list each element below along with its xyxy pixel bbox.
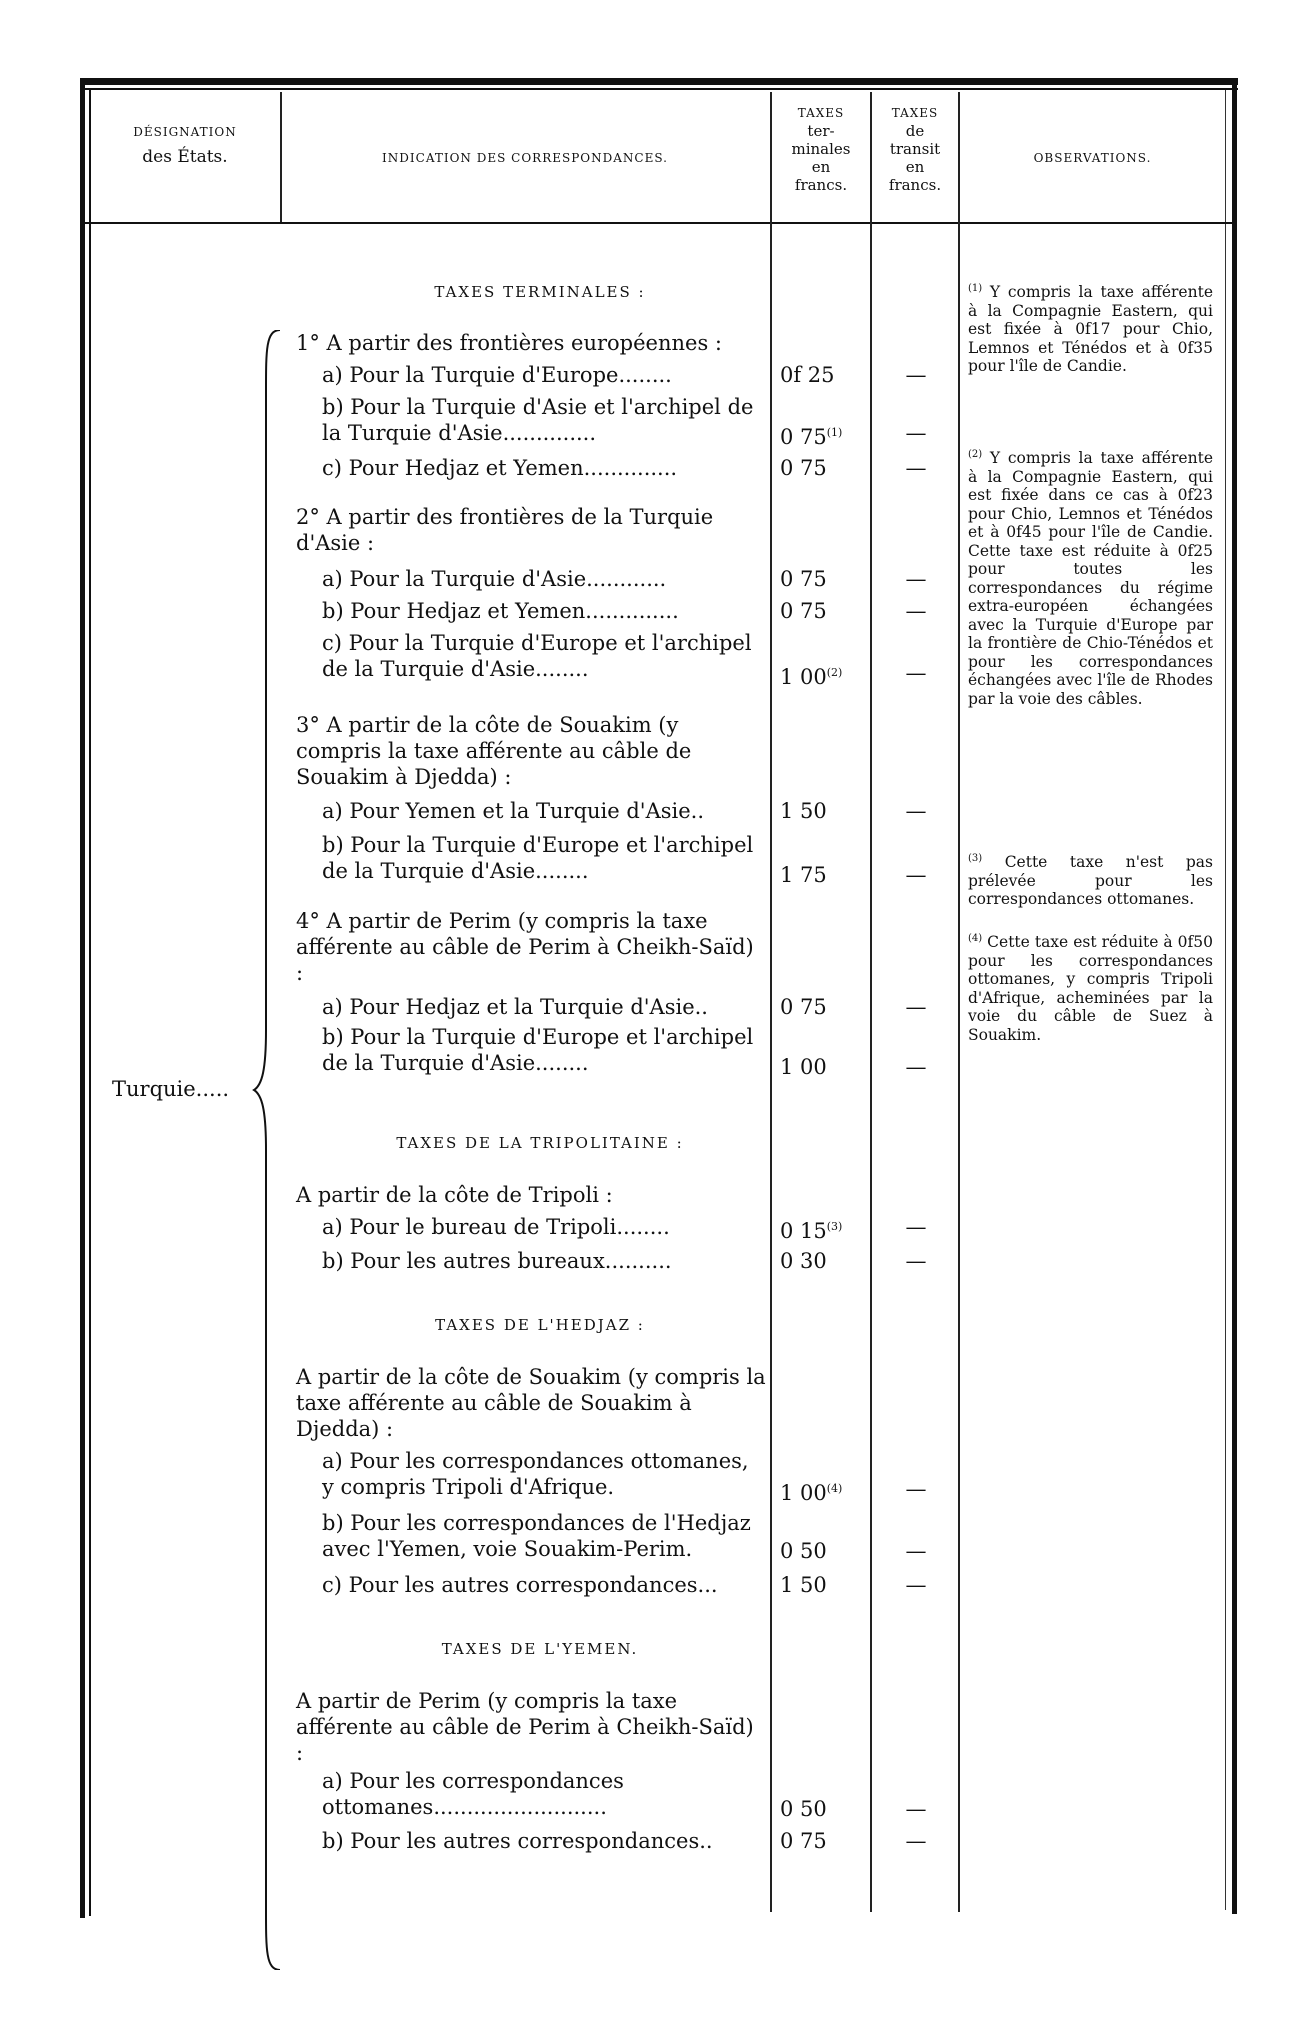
- column-divider: [280, 92, 282, 222]
- header-observations: OBSERVATIONS.: [1033, 151, 1152, 165]
- column-divider: [958, 92, 960, 1912]
- transit-tax-dash: —: [905, 1215, 927, 1239]
- entry-item: c) Pour la Turquie d'Europe et l'archipel de la Turquie d'Asie........: [322, 631, 752, 681]
- entry-item: a) Pour Yemen et la Turquie d'Asie..: [322, 799, 705, 823]
- entry-item: c) Pour les autres correspondances...: [322, 1573, 718, 1597]
- footnote-ref: (4): [826, 1482, 843, 1495]
- header-terminal-line: ter-: [807, 122, 835, 140]
- entry-item: b) Pour les autres correspondances..: [322, 1829, 713, 1853]
- observation-note-3: [968, 850, 1213, 909]
- transit-tax-dash: —: [905, 421, 927, 445]
- header-rule: [85, 222, 1235, 224]
- entry-item: a) Pour la Turquie d'Europe........: [322, 363, 672, 387]
- entry-item: a) Pour le bureau de Tripoli........: [322, 1215, 670, 1239]
- header-transit-line: en: [905, 158, 925, 176]
- terminal-tax-value: 0 75: [780, 1829, 827, 1853]
- header-transit-line: francs.: [888, 176, 942, 194]
- header-indication: INDICATION DES CORRESPONDANCES.: [382, 151, 668, 165]
- terminal-tax-value: 0f 25: [780, 363, 835, 387]
- header-transit-taxes: [872, 104, 958, 194]
- transit-tax-dash: —: [905, 863, 927, 887]
- entry-item: a) Pour les correspondances ottomanes, y compris Tripoli d'Afrique.: [322, 1449, 749, 1499]
- footnote-text: Y compris la taxe afférente à la Compagnie Eastern, qui est fixée dans ce cas à 0f23 pour Chio, Lemnos et Ténédos et à 0f45 pour l'île de Candie. Cette taxe est réduite à 0f25 pour toutes les correspondances du régime extra-européen échangées avec la Turquie d'Europe par la frontière de Chio-Ténédos et pour les correspondances échangées avec l'île de Rhodes par la voie des câbles.: [968, 449, 1213, 708]
- transit-tax-dash: —: [905, 1797, 927, 1821]
- header-transit-line: TAXES: [891, 106, 939, 120]
- section-hedjaz: TAXES DE L'HEDJAZ :: [435, 1316, 645, 1334]
- tax-amount: 0 15: [780, 1219, 827, 1243]
- footnote-mark: (4): [968, 933, 983, 944]
- transit-tax-dash: —: [905, 599, 927, 623]
- terminal-tax-value: 1 50: [780, 1573, 827, 1597]
- observation-note-4: [968, 930, 1213, 1044]
- tax-amount: 1 00: [780, 1481, 827, 1505]
- entry-item: a) Pour les correspondances ottomanes..........................: [322, 1769, 624, 1819]
- footnote-mark: (2): [968, 449, 983, 460]
- terminal-tax-value: 0 75: [780, 599, 827, 623]
- entry-item: b) Pour la Turquie d'Asie et l'archipel de la Turquie d'Asie..............: [322, 395, 754, 445]
- left-rule: [80, 78, 85, 1918]
- entry-item: b) Pour les correspondances de l'Hedjaz avec l'Yemen, voie Souakim-Perim.: [322, 1511, 751, 1561]
- tax-amount: 1 00: [780, 665, 827, 689]
- top-rule: [80, 78, 1238, 85]
- entry-souakim-coast: A partir de la côte de Souakim (y compris la taxe afférente au câble de Souakim à Djedda) :: [296, 1365, 766, 1441]
- entry-item: b) Pour Hedjaz et Yemen..............: [322, 599, 679, 623]
- terminal-tax-value: 0 30: [780, 1249, 827, 1273]
- footnote-text: Y compris la taxe afférente à la Compagnie Eastern, qui est fixée à 0f17 pour Chio, Lemnos et Ténédos et à 0f35 pour l'île de Candie.: [968, 283, 1213, 376]
- header-terminal-line: TAXES: [797, 106, 845, 120]
- terminal-tax-value: [780, 1476, 872, 1506]
- right-rule-inner: [1225, 90, 1226, 1910]
- transit-tax-dash: —: [905, 456, 927, 480]
- terminal-tax-value: 1 50: [780, 799, 827, 823]
- entry-item: b) Pour les autres bureaux..........: [322, 1249, 672, 1273]
- entry-item: b) Pour la Turquie d'Europe et l'archipel de la Turquie d'Asie........: [322, 833, 754, 883]
- section-tripolitaine: TAXES DE LA TRIPOLITAINE :: [396, 1134, 684, 1152]
- left-rule-inner: [89, 90, 91, 1916]
- entry-item: a) Pour la Turquie d'Asie............: [322, 567, 667, 591]
- transit-tax-dash: —: [905, 1829, 927, 1853]
- entry-asia-frontiers: 2° A partir des frontières de la Turquie d'Asie :: [296, 505, 714, 555]
- transit-tax-dash: —: [905, 1477, 927, 1501]
- entry-tripoli-coast: A partir de la côte de Tripoli :: [296, 1183, 613, 1207]
- right-rule: [1232, 78, 1237, 1914]
- grouping-brace: [252, 330, 282, 1970]
- header-terminal-line: francs.: [794, 176, 848, 194]
- transit-tax-dash: —: [905, 661, 927, 685]
- footnote-text: Cette taxe est réduite à 0f50 pour les correspondances ottomanes, y compris Tripoli d'Afrique, acheminées par la voie du câble de Suez à Souakim.: [968, 933, 1213, 1044]
- terminal-tax-value: 0 75: [780, 995, 827, 1019]
- header-designation: [100, 124, 270, 166]
- section-yemen: TAXES DE L'YEMEN.: [441, 1640, 639, 1658]
- header-terminal-line: en: [811, 158, 831, 176]
- header-transit-line: de: [905, 122, 925, 140]
- footnote-ref: (1): [826, 426, 843, 439]
- entry-perim: 4° A partir de Perim (y compris la taxe afférente au câble de Perim à Cheikh-Saïd) :: [296, 909, 754, 985]
- entry-item: a) Pour Hedjaz et la Turquie d'Asie..: [322, 995, 708, 1019]
- transit-tax-dash: —: [905, 1573, 927, 1597]
- header-transit-line: transit: [889, 140, 941, 158]
- terminal-tax-value: 0 50: [780, 1539, 827, 1563]
- transit-tax-dash: —: [905, 567, 927, 591]
- entry-souakim-coast: 3° A partir de la côte de Souakim (y compris la taxe afférente au câble de Souakim à Djedda) :: [296, 713, 692, 789]
- terminal-tax-value: [780, 660, 872, 690]
- section-terminal-taxes: TAXES TERMINALES :: [434, 283, 646, 301]
- entry-item: c) Pour Hedjaz et Yemen..............: [322, 456, 678, 480]
- observation-note-2: [968, 446, 1213, 708]
- footnote-mark: (3): [968, 853, 983, 864]
- header-terminal-taxes: [772, 104, 870, 194]
- header-terminal-line: minales: [791, 140, 851, 158]
- header-designation-line1: DÉSIGNATION: [133, 125, 237, 139]
- transit-tax-dash: —: [905, 1055, 927, 1079]
- terminal-tax-value: 0 50: [780, 1797, 827, 1821]
- entry-item: b) Pour la Turquie d'Europe et l'archipel de la Turquie d'Asie........: [322, 1025, 754, 1075]
- top-rule-inner: [80, 88, 1238, 90]
- tax-amount: 0 75: [780, 425, 827, 449]
- terminal-tax-value: [780, 1214, 872, 1244]
- footnote-mark: (1): [968, 283, 983, 294]
- state-label: Turquie.....: [112, 1077, 230, 1101]
- terminal-tax-value: 0 75: [780, 567, 827, 591]
- entry-european-frontiers: 1° A partir des frontières européennes :: [296, 331, 722, 355]
- column-divider: [770, 92, 772, 1912]
- footnote-ref: (2): [826, 666, 843, 679]
- terminal-tax-value: 1 75: [780, 863, 827, 887]
- terminal-tax-value: 1 00: [780, 1055, 827, 1079]
- terminal-tax-value: [780, 420, 872, 450]
- transit-tax-dash: —: [905, 1539, 927, 1563]
- transit-tax-dash: —: [905, 799, 927, 823]
- footnote-ref: (3): [826, 1220, 843, 1233]
- entry-perim: A partir de Perim (y compris la taxe afférente au câble de Perim à Cheikh-Saïd) :: [296, 1689, 754, 1765]
- terminal-tax-value: 0 75: [780, 456, 827, 480]
- footnote-text: Cette taxe n'est pas prélevée pour les correspondances ottomanes.: [968, 853, 1213, 909]
- transit-tax-dash: —: [905, 1249, 927, 1273]
- observation-note-1: [968, 280, 1213, 376]
- transit-tax-dash: —: [905, 995, 927, 1019]
- header-designation-line2: des États.: [142, 147, 228, 167]
- transit-tax-dash: —: [905, 363, 927, 387]
